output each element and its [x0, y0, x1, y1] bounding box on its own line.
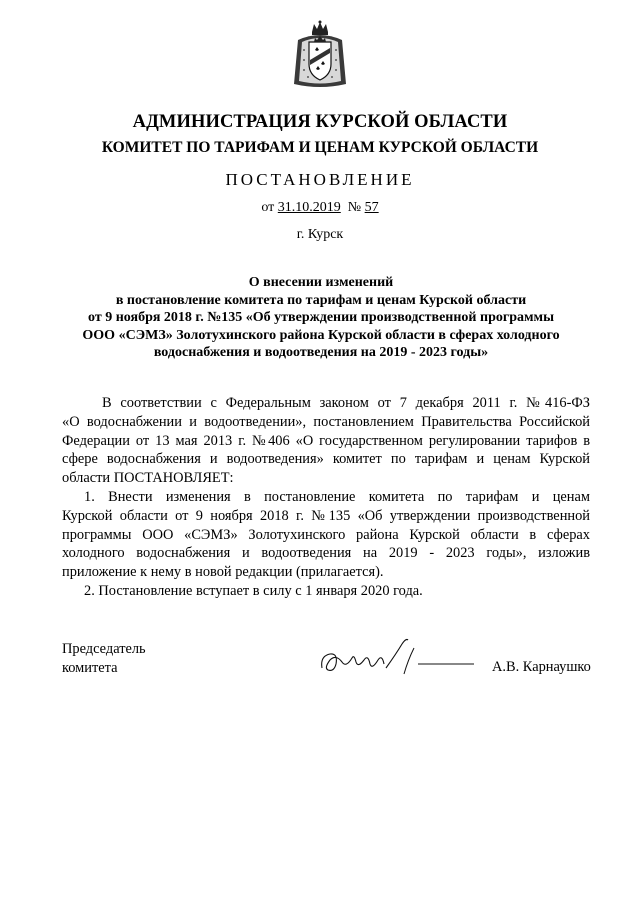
item1-line: Курской области от 9 ноября 2018 г. №135 «Об утверждении производственной — [62, 507, 590, 524]
handwritten-signature — [318, 634, 478, 682]
item1-line: приложение к нему в новой редакции (прилагается). — [62, 564, 384, 581]
title-line: ООО «СЭМЗ» Золотухинского района Курской области в сферах холодного — [82, 327, 560, 343]
organization-title: АДМИНИСТРАЦИЯ КУРСКОЙ ОБЛАСТИ — [132, 112, 508, 132]
number-prefix: № — [347, 200, 362, 215]
preamble-line: сфере водоснабжения и водоотведения» комитет по тарифам и ценам Курской — [62, 451, 590, 468]
document-number: 57 — [364, 200, 379, 215]
coat-of-arms-emblem — [292, 20, 348, 92]
position-line: Председатель — [62, 641, 146, 657]
preamble-line: области ПОСТАНОВЛЯЕТ: — [62, 470, 234, 487]
signatory-name: А.В. Карнаушко — [492, 659, 591, 675]
title-line: водоснабжения и водоотведения на 2019 - 2023 годы» — [153, 345, 489, 360]
date-number-line — [0, 200, 640, 216]
preamble-line: В соответствии с Федеральным законом от 7 декабря 2011 г. №416-ФЗ — [102, 395, 590, 411]
date-prefix: от — [261, 200, 275, 215]
document-body — [62, 394, 590, 601]
signatory-position — [62, 640, 146, 678]
title-line: О внесении изменений — [248, 275, 394, 290]
item2-line: 2. Постановление вступает в силу с 1 января 2020 года. — [84, 582, 423, 599]
position-line: комитета — [62, 659, 118, 676]
document-type: ПОСТАНОВЛЕНИЕ — [225, 170, 415, 189]
document-title — [60, 274, 582, 362]
document-date: 31.10.2019 — [277, 200, 341, 215]
city: г. Курск — [296, 227, 344, 242]
title-line: в постановление комитета по тарифам и ценам Курской области — [115, 292, 527, 308]
committee-title: КОМИТЕТ ПО ТАРИФАМ И ЦЕНАМ КУРСКОЙ ОБЛАСТИ — [101, 139, 539, 156]
item1-line: 1. Внести изменения в постановление комитета по тарифам и ценам — [84, 488, 590, 505]
item1-line: программы ООО «СЭМЗ» Золотухинского района Курской области в сферах — [62, 526, 590, 543]
preamble-line: Федерации от 13 мая 2013 г. №406 «О государственном регулировании тарифов в — [62, 432, 590, 449]
preamble-line: «О водоснабжении и водоотведении», постановлением Правительства Российской — [62, 413, 590, 430]
title-line: от 9 ноября 2018 г. №135 «Об утверждении производственной программы — [88, 310, 554, 325]
item1-line: холодного водоснабжения и водоотведения на 2019 - 2023 годы», изложив — [62, 545, 590, 562]
